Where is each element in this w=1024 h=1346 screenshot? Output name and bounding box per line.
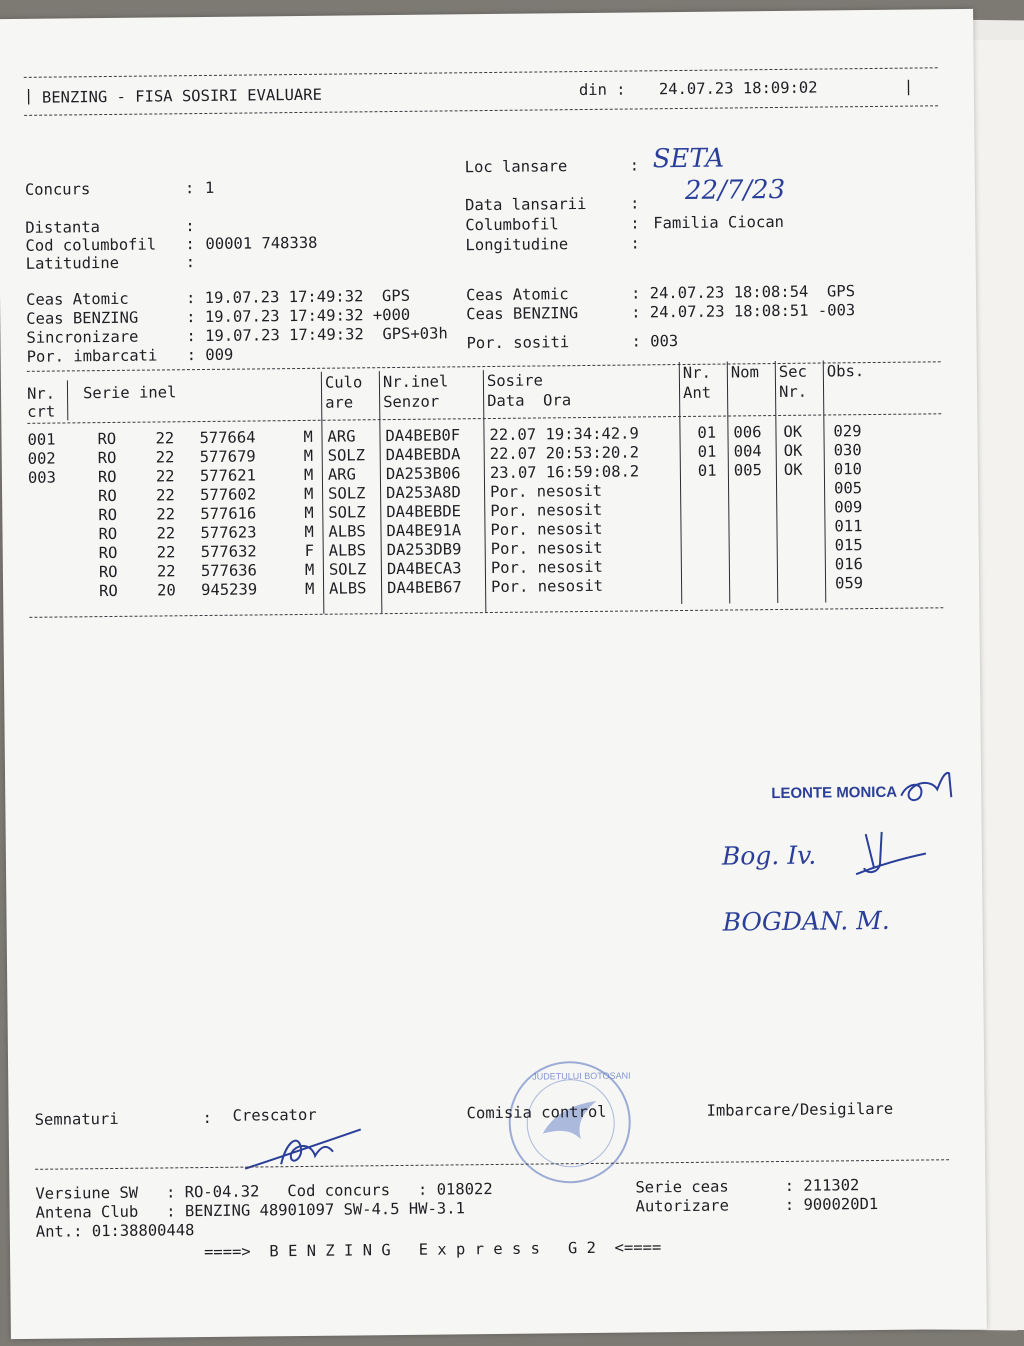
cell-year: 22 — [155, 429, 175, 448]
col-divider — [67, 380, 68, 420]
th-serie: Serie inel — [82, 383, 177, 403]
cell-color: ALBS — [328, 522, 366, 541]
cell-sensor: DA253A8D — [386, 483, 461, 503]
cell-country: RO — [97, 467, 117, 487]
cell-ant: 01 — [697, 442, 717, 461]
info-concurs-sep: : — [184, 179, 195, 198]
clock-sync-label: Sincronizare — [26, 327, 139, 347]
header-bottom-rule — [24, 105, 938, 116]
sositi-value: : 003 — [631, 332, 679, 351]
signature-bog-scribble — [852, 823, 933, 884]
cell-sosire: 23.07 16:59:08.2 — [489, 462, 640, 483]
cell-year: 22 — [156, 543, 176, 562]
info-concurs-label: Concurs — [24, 180, 91, 199]
cell-obs: 015 — [834, 536, 863, 555]
footer-version-line: Versiune SW : RO-04.32 Cod concurs : 018022 — [35, 1180, 493, 1203]
cell-ring: 577632 — [200, 542, 257, 562]
clock-atomic-end-label: Ceas Atomic — [465, 285, 569, 305]
footer-ant-line: Ant.: 01:38800448 — [35, 1221, 195, 1241]
signature-bogdan-m: BOGDAN. M. — [722, 905, 890, 937]
cell-sex: M — [304, 560, 315, 579]
cell-obs: 016 — [834, 555, 863, 574]
cell-color: ARG — [327, 465, 356, 484]
cell-nom: 006 — [733, 423, 762, 442]
cell-color: ALBS — [329, 579, 367, 598]
stamp-name-leonte: LEONTE MONICA — [771, 783, 898, 803]
footer-top-rule — [35, 1159, 949, 1170]
cell-sensor: DA4BE91A — [386, 521, 462, 541]
th-sec-nr: Nr. — [778, 382, 808, 401]
report-date-value: 24.07.23 18:09:02 — [658, 78, 818, 99]
cell-sosire: Por. nesosit — [490, 538, 603, 559]
cell-sensor: DA4BEBDA — [385, 445, 461, 465]
th-are: are — [325, 393, 354, 412]
cell-sensor: DA4BECA3 — [386, 559, 462, 579]
signature-bog-iv: Bog. Iv. — [721, 840, 817, 871]
cell-obs: 010 — [833, 460, 862, 479]
imbarcati-value: : 009 — [186, 345, 234, 365]
cell-year: 22 — [156, 524, 176, 543]
cell-country: RO — [97, 448, 117, 468]
cell-country: RO — [98, 524, 118, 544]
cell-ant: 01 — [697, 423, 717, 442]
footer-serie-ceas: Serie ceas : 211302 — [635, 1176, 860, 1197]
col-divider — [823, 361, 827, 603]
cell-country: RO — [98, 486, 117, 506]
cell-sosire: Por. nesosit — [490, 519, 603, 540]
info-cod-label: Cod columbofil — [25, 235, 157, 255]
cell-country: RO — [97, 429, 117, 449]
cell-nr: 002 — [27, 449, 56, 468]
info-loc-value: SETA — [652, 143, 725, 175]
cell-sosire: Por. nesosit — [490, 500, 603, 521]
cell-year: 22 — [156, 486, 175, 505]
header-left-bar: | — [23, 86, 34, 105]
cell-obs: 009 — [834, 498, 863, 517]
col-divider — [321, 372, 325, 614]
clock-benzing-end-label: Ceas BENZING — [466, 304, 579, 324]
info-columbofil-label: Columbofil — [465, 215, 559, 235]
cell-ring: 945239 — [201, 580, 258, 600]
report-sheet — [0, 9, 987, 1339]
cell-country: RO — [99, 581, 118, 601]
th-obs: Obs. — [826, 362, 865, 381]
cell-sosire: Por. nesosit — [490, 557, 603, 578]
th-ant: Ant — [682, 383, 712, 402]
cell-obs: 005 — [833, 479, 863, 498]
club-stamp — [508, 1061, 631, 1184]
cell-color: SOLZ — [327, 446, 366, 465]
info-cod-sep: : — [185, 235, 195, 254]
cell-obs: 011 — [834, 517, 863, 536]
clock-benzing-start-value: : 19.07.23 17:49:32 +000 — [186, 305, 411, 327]
cell-nom: 005 — [733, 461, 762, 480]
cell-obs: 059 — [834, 574, 864, 593]
cell-year: 22 — [155, 448, 175, 467]
cell-sex: M — [303, 427, 313, 446]
th-senzor: Senzor — [383, 392, 440, 412]
cell-sensor: DA253B06 — [385, 464, 461, 484]
info-loc-sep: : — [629, 156, 640, 175]
cell-sosire: 22.07 20:53:20.2 — [489, 443, 640, 464]
cell-ring: 577602 — [200, 485, 257, 505]
report-content — [23, 67, 938, 1262]
cell-sensor: DA4BEB0F — [385, 426, 461, 446]
cell-sex: M — [304, 522, 314, 541]
signature-imbarcare-label: Imbarcare/Desigilare — [706, 1099, 894, 1120]
signature-comisia-label: Comisia control — [466, 1102, 607, 1123]
info-loc-label: Loc lansare — [464, 157, 568, 177]
info-latitudine-label: Latitudine — [25, 253, 120, 273]
club-stamp-text: JUDETULUI BOTOSANI — [532, 1070, 631, 1082]
imbarcati-label: Por. imbarcati — [26, 346, 158, 366]
col-divider — [727, 362, 731, 604]
cell-sex: F — [304, 541, 315, 560]
cell-sec: OK — [783, 460, 803, 479]
cell-color: SOLZ — [328, 484, 366, 503]
signature-crescator-label: Crescator — [232, 1105, 317, 1125]
cell-year: 22 — [156, 562, 176, 581]
th-nom: Nom — [730, 363, 759, 382]
cell-ring: 577679 — [199, 447, 256, 467]
report-date-label: din : — [578, 80, 626, 100]
signature-leonte-scribble — [897, 767, 967, 808]
cell-sosire: 22.07 19:34:42.9 — [489, 424, 639, 445]
info-data-value: 22/7/23 — [684, 174, 786, 206]
clock-atomic-end-value: : 24.07.23 18:08:54 GPS — [630, 282, 856, 303]
cell-obs: 030 — [833, 441, 862, 460]
sositi-label: Por. sositi — [466, 333, 570, 353]
col-divider — [679, 362, 683, 604]
th-data-ora: Data Ora — [487, 391, 572, 411]
clock-benzing-end-value: : 24.07.23 18:08:51 -003 — [631, 301, 856, 322]
cell-color: ALBS — [328, 541, 367, 560]
cell-sec: OK — [783, 422, 803, 441]
info-data-label: Data lansarii — [464, 194, 587, 215]
th-crt: crt — [27, 402, 56, 421]
cell-sex: M — [305, 579, 315, 598]
cell-nr: 001 — [27, 430, 56, 449]
cell-sex: M — [304, 503, 314, 522]
footer-brand: ====> B E N Z I N G E x p r e s s G 2 <==== — [203, 1238, 662, 1262]
cell-sex: M — [303, 465, 314, 484]
cell-color: SOLZ — [328, 560, 367, 579]
table-bottom-rule — [29, 607, 943, 618]
cell-sec: OK — [783, 441, 803, 460]
clock-sync-value: : 19.07.23 17:49:32 GPS+03h — [186, 324, 448, 346]
cell-ring: 577616 — [200, 504, 257, 524]
cell-ring: 577664 — [199, 428, 256, 448]
info-distanta-label: Distanta — [25, 218, 101, 237]
col-divider — [379, 371, 383, 613]
info-longitudine-label: Longitudine — [465, 235, 569, 255]
cell-country: RO — [98, 562, 118, 582]
header-top-rule — [24, 67, 938, 78]
info-data-sep: : — [629, 194, 640, 213]
cell-country: RO — [98, 505, 118, 525]
info-latitudine-sep: : — [185, 253, 196, 272]
cell-nr: 003 — [27, 468, 57, 487]
cell-sosire: Por. nesosit — [490, 576, 604, 597]
info-cod-value: 00001 748338 — [205, 233, 318, 253]
signatures-sep: : — [202, 1108, 213, 1128]
th-sec: Sec — [778, 362, 807, 381]
cell-obs: 029 — [833, 422, 862, 441]
cell-sensor: DA4BEB67 — [387, 578, 462, 598]
cell-ring: 577623 — [200, 523, 257, 543]
signatures-label: Semnaturi — [34, 1109, 119, 1129]
cell-country: RO — [98, 543, 118, 563]
cell-sosire: Por. nesosit — [489, 481, 603, 502]
info-distanta-sep: : — [185, 217, 195, 236]
header-right-bar: | — [903, 77, 914, 96]
col-divider — [483, 370, 487, 612]
cell-nom: 004 — [733, 442, 762, 461]
footer-autorizare: Autorizare : 900020D1 — [635, 1194, 879, 1216]
th-sosire: Sosire — [486, 371, 544, 391]
cell-year: 22 — [155, 467, 175, 486]
cell-sensor: DA253DB9 — [386, 540, 462, 560]
cell-ant: 01 — [697, 461, 717, 480]
clock-benzing-start-label: Ceas BENZING — [26, 308, 139, 328]
cell-ring: 577621 — [199, 466, 257, 486]
clock-atomic-start-label: Ceas Atomic — [25, 289, 129, 309]
cell-sensor: DA4BEBDE — [386, 502, 462, 522]
cell-color: ARG — [327, 427, 356, 446]
th-nr: Nr. — [26, 384, 56, 403]
cell-color: SOLZ — [328, 503, 366, 522]
cell-sex: M — [303, 446, 314, 465]
th-culo: Culo — [324, 373, 363, 392]
col-divider — [775, 361, 779, 603]
cell-ring: 577636 — [200, 561, 257, 581]
signature-crescator-scribble — [241, 1119, 372, 1176]
cell-year: 22 — [156, 505, 176, 524]
info-columbofil-sep: : — [630, 214, 640, 233]
info-concurs-value: 1 — [204, 178, 215, 197]
clock-atomic-start-value: : 19.07.23 17:49:32 GPS — [185, 286, 411, 308]
report-title: BENZING - FISA SOSIRI EVALUARE — [41, 85, 322, 107]
cell-year: 20 — [157, 581, 176, 600]
cell-sex: M — [304, 484, 314, 503]
info-longitudine-sep: : — [630, 234, 640, 253]
th-nr-ant: Nr. — [682, 363, 711, 382]
footer-antena-line: Antena Club : BENZING 48901097 SW-4.5 HW-3.1 — [35, 1199, 465, 1222]
info-columbofil-value: Familia Ciocan — [653, 212, 785, 233]
th-nrinel: Nr.inel — [382, 372, 449, 392]
